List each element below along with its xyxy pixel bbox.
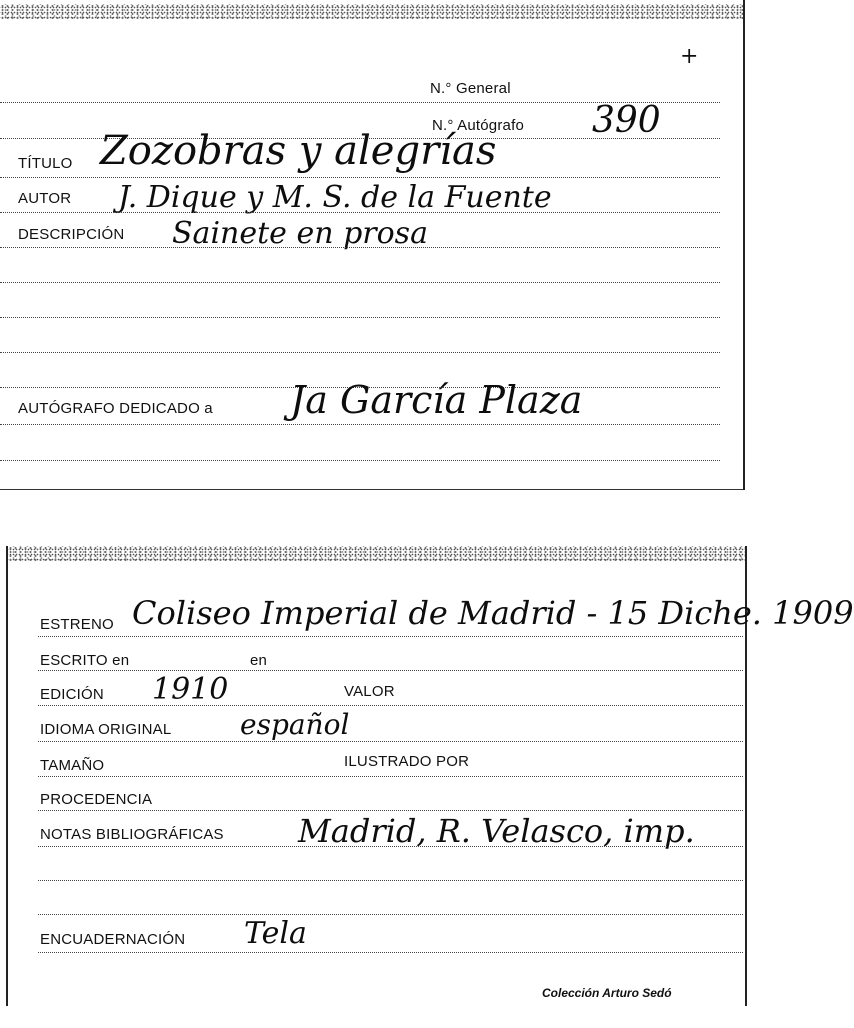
descripcion-value: Sainete en prosa — [172, 216, 428, 251]
valor-label: VALOR — [344, 683, 395, 700]
procedencia-label: PROCEDENCIA — [40, 791, 153, 808]
card-bottom-edge — [0, 489, 743, 490]
idioma-value: español — [240, 708, 350, 741]
rule-line — [38, 741, 743, 742]
tamano-label: TAMAÑO — [40, 757, 105, 774]
estreno-value: Coliseo Imperial de Madrid - 15 Diche. 1909 — [132, 594, 854, 632]
encuadernacion-value: Tela — [244, 916, 307, 951]
card-edge-texture — [0, 4, 743, 20]
card-edge-texture — [8, 546, 745, 562]
rule-line — [38, 880, 743, 881]
top-index-card — [0, 0, 745, 490]
autor-label: AUTOR — [18, 190, 72, 207]
n-general-label: N.° General — [430, 80, 511, 97]
titulo-label: TÍTULO — [18, 155, 73, 172]
edicion-label: EDICIÓN — [40, 686, 104, 703]
ilustrado-label: ILUSTRADO POR — [344, 753, 470, 770]
descripcion-label: DESCRIPCIÓN — [18, 226, 125, 243]
rule-line — [0, 317, 720, 318]
rule-line — [38, 776, 743, 777]
collection-footer: Colección Arturo Sedó — [542, 986, 672, 1000]
rule-line — [0, 460, 720, 461]
titulo-value: Zozobras y alegrías — [100, 128, 497, 174]
escrito-label: ESCRITO en — [40, 652, 130, 669]
escrito-en-label: en — [250, 652, 268, 669]
corner-mark: + — [680, 44, 699, 69]
notas-value: Madrid, R. Velasco, imp. — [298, 812, 695, 850]
rule-line — [0, 177, 720, 178]
dedicado-value: Ja García Plaza — [290, 378, 583, 422]
rule-line — [38, 846, 743, 847]
rule-line — [0, 352, 720, 353]
encuadernacion-label: ENCUADERNACIÓN — [40, 931, 186, 948]
rule-line — [0, 212, 720, 213]
rule-line — [38, 670, 743, 671]
autor-value: J. Dique y M. S. de la Fuente — [118, 180, 552, 215]
n-autografo-value: 390 — [592, 100, 661, 141]
rule-line — [38, 952, 743, 953]
n-autografo-label: N.° Autógrafo — [432, 117, 524, 134]
estreno-label: ESTRENO — [40, 616, 114, 633]
rule-line — [0, 424, 720, 425]
dedicado-label: AUTÓGRAFO DEDICADO a — [18, 400, 213, 417]
bottom-index-card — [6, 546, 854, 1006]
rule-line — [0, 282, 720, 283]
rule-line — [38, 810, 743, 811]
rule-line — [38, 636, 743, 637]
edicion-value: 1910 — [152, 672, 229, 707]
rule-line — [38, 705, 743, 706]
idioma-label: IDIOMA ORIGINAL — [40, 721, 172, 738]
notas-label: NOTAS BIBLIOGRÁFICAS — [40, 826, 224, 843]
rule-line — [0, 247, 720, 248]
rule-line — [38, 914, 743, 915]
